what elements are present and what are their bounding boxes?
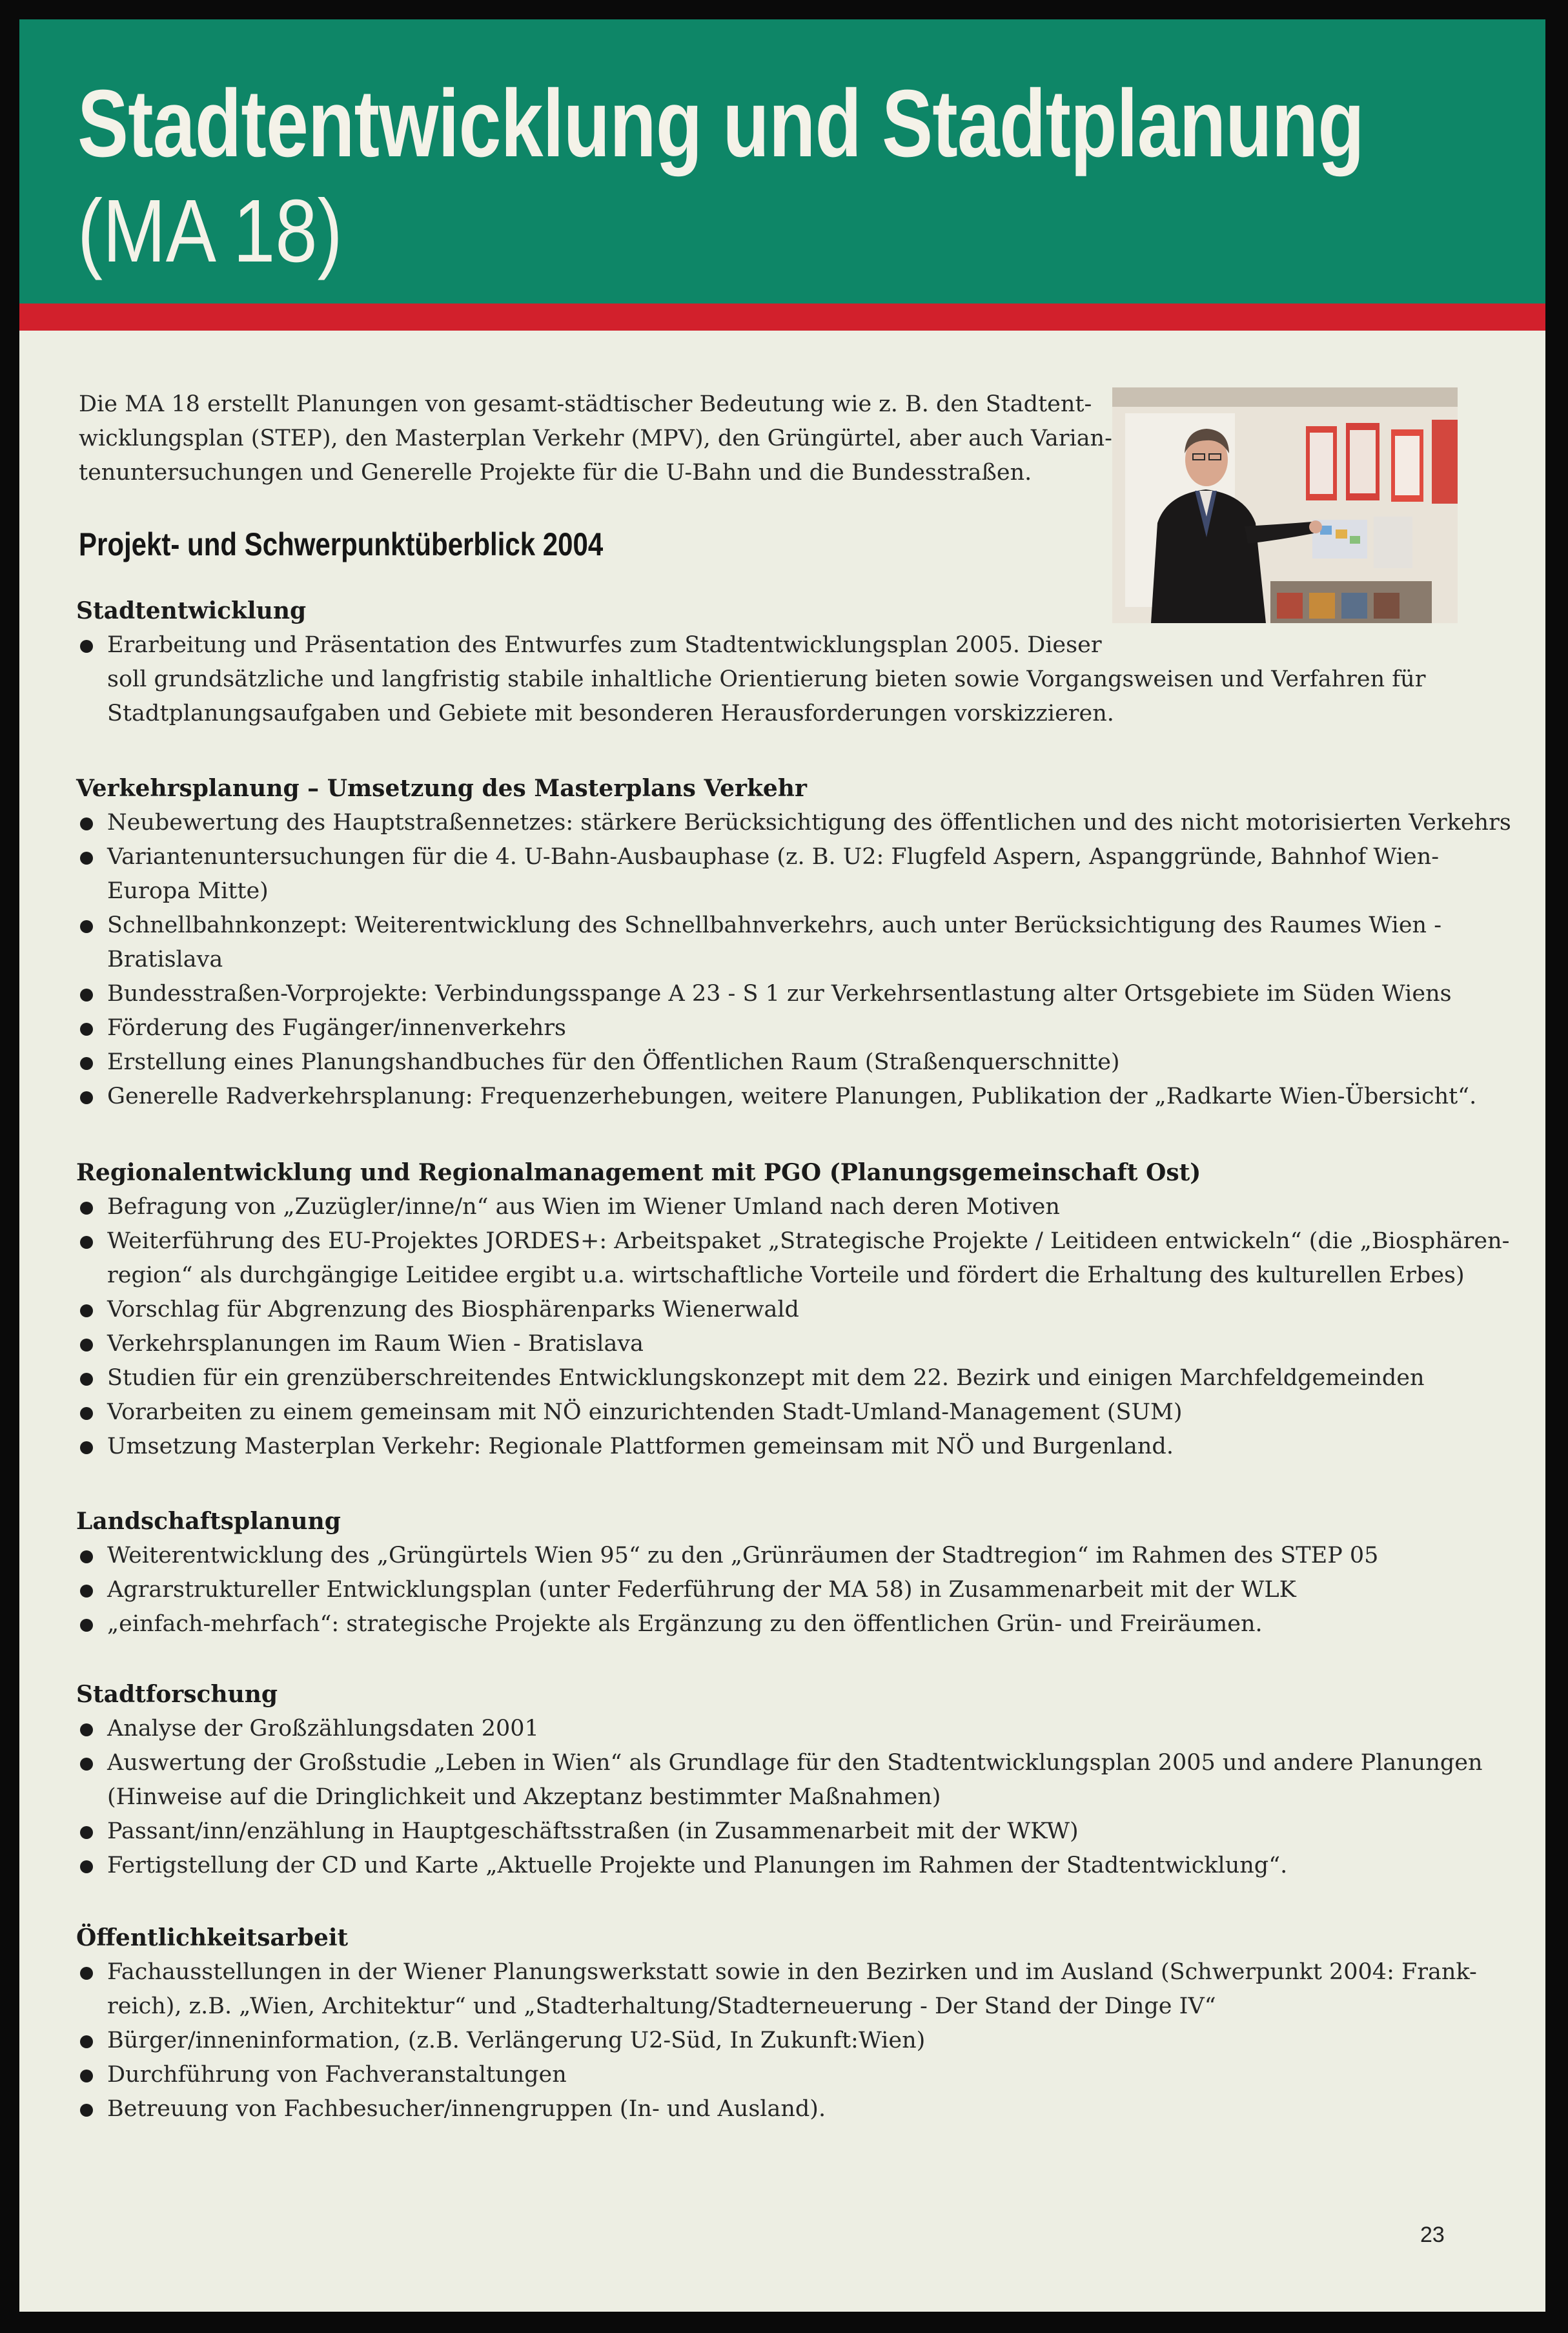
list-item-line: Befragung von „Zuzügler/inne/n“ aus Wien im Wiener Umland nach deren Motiven: [107, 1194, 1060, 1220]
section-overview-heading: Projekt- und Schwerpunktüberblick 2004: [79, 526, 604, 562]
intro-paragraph: [79, 387, 1112, 490]
list-item-line: Erarbeitung und Präsentation des Entwurfes zum Stadtentwicklungsplan 2005. Dieser: [107, 632, 1102, 658]
section-verkehrsplanung: [76, 772, 1511, 1114]
list-item-line: Auswertung der Großstudie „Leben in Wien“ als Grundlage für den Stadtentwicklungsplan 2005 und andere Planungen: [107, 1750, 1483, 1776]
section-stadtentwicklung: [76, 594, 1496, 731]
list-item-line: Passant/inn/enzählung in Hauptgeschäftsstraßen (in Zusammenarbeit mit der WKW): [107, 1818, 1079, 1844]
page-title-department-code: (MA 18): [77, 181, 343, 281]
list-item-line: Förderung des Fugänger/innenverkehrs: [107, 1015, 567, 1041]
bullet-list: [76, 1712, 1496, 1883]
list-item-line: (Hinweise auf die Dringlichkeit und Akzeptanz bestimmter Maßnahmen): [107, 1784, 941, 1810]
list-item: [76, 1814, 1496, 1849]
list-item: [76, 1361, 1496, 1395]
list-item-line: Betreuung von Fachbesucher/innengruppen (In- und Ausland).: [107, 2096, 826, 2122]
page-header: [19, 19, 1545, 303]
list-item-line: Umsetzung Masterplan Verkehr: Regionale Plattformen gemeinsam mit NÖ und Burgenland.: [107, 1434, 1174, 1459]
page-title: Stadtentwicklung und Stadtplanung: [77, 70, 1364, 177]
section-stadtforschung: [76, 1678, 1496, 1883]
bullet-list: [76, 628, 1496, 731]
intro-line: Die MA 18 erstellt Planungen von gesamt-städtischer Bedeutung wie z. B. den Stadtent-: [79, 391, 1092, 417]
bullet-list: [76, 1539, 1496, 1641]
list-item-line: Vorschlag für Abgrenzung des Biosphärenparks Wienerwald: [107, 1297, 799, 1322]
list-item: [76, 977, 1496, 1011]
bullet-list: [76, 806, 1511, 1114]
list-item: [76, 1573, 1496, 1607]
list-item-line: Bürger/inneninformation, (z.B. Verlängerung U2-Süd, In Zukunft:Wien): [107, 2028, 926, 2053]
section-heading: Landschaftsplanung: [76, 1508, 341, 1535]
section-heading: Öffentlichkeitsarbeit: [76, 1924, 349, 1951]
section-oeffentlichkeitsarbeit: [76, 1921, 1496, 2126]
list-item-line: Fachausstellungen in der Wiener Planungswerkstatt sowie in den Bezirken und im Ausland (Schwerpunkt 2004: Frank-: [107, 1959, 1477, 1985]
bullet-list: [76, 1955, 1496, 2126]
list-item-line: Neubewertung des Hauptstraßennetzes: stärkere Berücksichtigung des öffentlichen und des nicht motorisierten Verkehrs: [107, 810, 1511, 836]
list-item-line: soll grundsätzliche und langfristig stabile inhaltliche Orientierung bieten sowie Vorgangsweisen und Verfahren für: [107, 666, 1426, 692]
list-item-line: Europa Mitte): [107, 878, 269, 904]
list-item: [76, 1430, 1496, 1464]
list-item: [76, 1011, 1496, 1045]
list-item-line: Agrarstruktureller Entwicklungsplan (unter Federführung der MA 58) in Zusammenarbeit mit der WLK: [107, 1577, 1296, 1603]
list-item: [76, 1607, 1496, 1641]
list-item-line: Analyse der Großzählungsdaten 2001: [107, 1716, 539, 1742]
bullet-list: [76, 1190, 1510, 1464]
list-item: [76, 806, 1511, 840]
header-accent-bar: [19, 303, 1545, 331]
list-item: [76, 1395, 1496, 1430]
list-item: [76, 1955, 1496, 2024]
list-item: [76, 840, 1496, 909]
list-item-line: Weiterführung des EU-Projektes JORDES+: Arbeitspaket „Strategische Projekte / Leitideen entwickeln“ (die „Biosphären-: [107, 1228, 1510, 1254]
list-item-line: Erstellung eines Planungshandbuches für den Öffentlichen Raum (Straßenquerschnitte): [107, 1049, 1120, 1075]
list-item-line: Schnellbahnkonzept: Weiterentwicklung des Schnellbahnverkehrs, auch unter Berücksichtigung des Raumes Wien -: [107, 912, 1442, 938]
list-item: [76, 1849, 1496, 1883]
section-regionalentwicklung: [76, 1156, 1510, 1464]
section-heading: Stadtentwicklung: [76, 597, 307, 624]
list-item-line: Bratislava: [107, 947, 223, 972]
list-item: [76, 1080, 1496, 1114]
section-heading: Regionalentwicklung und Regionalmanagement mit PGO (Planungsgemeinschaft Ost): [76, 1159, 1201, 1186]
list-item-line: reich), z.B. „Wien, Architektur“ und „Stadterhaltung/Stadterneuerung - Der Stand der Dinge IV“: [107, 1993, 1216, 2019]
document-page: [19, 19, 1545, 2312]
list-item: [76, 1746, 1496, 1814]
list-item-line: Bundesstraßen-Vorprojekte: Verbindungsspange A 23 - S 1 zur Verkehrsentlastung alter Ortsgebiete im Süden Wiens: [107, 981, 1452, 1007]
page-number: 23: [1420, 2223, 1445, 2247]
list-item: [76, 1224, 1510, 1293]
list-item-line: Verkehrsplanungen im Raum Wien - Bratislava: [107, 1331, 644, 1357]
list-item: [76, 909, 1496, 977]
list-item: [76, 1190, 1496, 1224]
list-item: [76, 1293, 1496, 1327]
list-item-line: Studien für ein grenzüberschreitendes Entwicklungskonzept mit dem 22. Bezirk und einigen Marchfeldgemeinden: [107, 1365, 1425, 1391]
list-item-line: Vorarbeiten zu einem gemeinsam mit NÖ einzurichtenden Stadt-Umland-Management (SUM): [107, 1399, 1183, 1425]
section-heading: Stadtforschung: [76, 1681, 278, 1708]
section-landschaftsplanung: [76, 1505, 1496, 1641]
photo-man-at-exhibition-wall: [1112, 387, 1458, 623]
section-heading: Verkehrsplanung – Umsetzung des Masterplans Verkehr: [76, 775, 807, 802]
list-item: [76, 1539, 1496, 1573]
list-item: [76, 2092, 1496, 2126]
list-item-line: Weiterentwicklung des „Grüngürtels Wien 95“ zu den „Grünräumen der Stadtregion“ im Rahmen des STEP 05: [107, 1543, 1379, 1568]
list-item-line: Variantenuntersuchungen für die 4. U-Bahn-Ausbauphase (z. B. U2: Flugfeld Aspern, Aspanggründe, Bahnhof Wien-: [107, 844, 1440, 870]
list-item-line: Generelle Radverkehrsplanung: Frequenzerhebungen, weitere Planungen, Publikation der „Radkarte Wien-Übersicht“.: [107, 1084, 1477, 1109]
list-item: [76, 1045, 1496, 1080]
list-item-line: „einfach-mehrfach“: strategische Projekte als Ergänzung zu den öffentlichen Grün- und Freiräumen.: [107, 1611, 1263, 1637]
list-item: [76, 1712, 1496, 1746]
intro-line: tenuntersuchungen und Generelle Projekte für die U-Bahn und die Bundesstraßen.: [79, 460, 1032, 486]
intro-line: wicklungsplan (STEP), den Masterplan Verkehr (MPV), den Grüngürtel, aber auch Varian-: [79, 426, 1112, 451]
list-item: [76, 2024, 1496, 2058]
list-item-line: region“ als durchgängige Leitidee ergibt u.a. wirtschaftliche Vorteile und fördert die Erhaltung des kulturellen Erbes): [107, 1262, 1465, 1288]
list-item: [76, 1327, 1496, 1361]
list-item-line: Stadtplanungsaufgaben und Gebiete mit besonderen Herausforderungen vorskizzieren.: [107, 701, 1114, 726]
list-item-line: Durchführung von Fachveranstaltungen: [107, 2062, 567, 2088]
list-item: [76, 2058, 1496, 2092]
list-item-line: Fertigstellung der CD und Karte „Aktuelle Projekte und Planungen im Rahmen der Stadtentwicklung“.: [107, 1853, 1288, 1878]
list-item: [76, 628, 1496, 731]
